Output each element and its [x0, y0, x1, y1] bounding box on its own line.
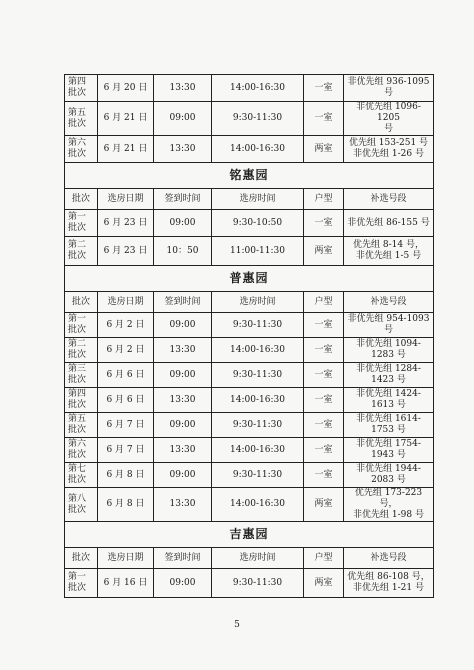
header-number-range: 补选号段 [344, 548, 434, 569]
header-date: 选房日期 [98, 292, 154, 313]
selection-time-cell: 9:30-11:30 [212, 102, 304, 136]
section-title-row [65, 266, 434, 292]
selection-time-cell: 9:30-11:30 [212, 463, 304, 488]
header-date: 选房日期 [98, 548, 154, 569]
batch-cell: 第八 批次 [65, 488, 98, 522]
sign-in-time-cell: 09:00 [154, 313, 212, 338]
number-range-cell: 非优先组 1096-1205 号 [344, 102, 434, 136]
sign-in-time-cell: 09:00 [154, 210, 212, 237]
header-batch: 批次 [65, 189, 98, 210]
sign-in-time-cell: 09:00 [154, 413, 212, 438]
batch-cell: 第二 批次 [65, 338, 98, 363]
room-type-cell: 一室 [304, 363, 344, 388]
date-cell: 6 月 2 日 [98, 338, 154, 363]
header-batch: 批次 [65, 292, 98, 313]
sign-in-time-cell: 13:30 [154, 338, 212, 363]
header-room-type: 户型 [304, 548, 344, 569]
section-title-row [65, 522, 434, 548]
section-title-puhui: 普惠园 [65, 266, 434, 292]
header-sign-in-time: 签到时间 [154, 292, 212, 313]
number-range-cell: 非优先组 1754-1943 号 [344, 438, 434, 463]
housing-selection-table [64, 74, 434, 598]
table-row [65, 463, 434, 488]
room-type-cell: 两室 [304, 237, 344, 266]
number-range-cell: 非优先组 1094-1283 号 [344, 338, 434, 363]
date-cell: 6 月 7 日 [98, 438, 154, 463]
table-row [65, 363, 434, 388]
batch-cell: 第七 批次 [65, 463, 98, 488]
section-title-jihui: 吉惠园 [65, 522, 434, 548]
section-title-minghui: 铭惠园 [65, 163, 434, 189]
number-range-cell: 非优先组 1614-1753 号 [344, 413, 434, 438]
batch-cell: 第六 批次 [65, 136, 98, 163]
sign-in-time-cell: 09:00 [154, 569, 212, 598]
date-cell: 6 月 7 日 [98, 413, 154, 438]
header-sign-in-time: 签到时间 [154, 189, 212, 210]
table-row [65, 136, 434, 163]
selection-time-cell: 11:00-11:30 [212, 237, 304, 266]
date-cell: 6 月 8 日 [98, 463, 154, 488]
room-type-cell: 一室 [304, 413, 344, 438]
sign-in-time-cell: 09:00 [154, 463, 212, 488]
table-row [65, 488, 434, 522]
number-range-cell: 非优先组 86-155 号 [344, 210, 434, 237]
batch-cell: 第二 批次 [65, 237, 98, 266]
date-cell: 6 月 21 日 [98, 136, 154, 163]
header-selection-time: 选房时间 [212, 548, 304, 569]
room-type-cell: 一室 [304, 75, 344, 102]
table-row [65, 102, 434, 136]
table-row [65, 413, 434, 438]
selection-time-cell: 9:30-11:30 [212, 363, 304, 388]
number-range-cell: 非优先组 954-1093 号 [344, 313, 434, 338]
header-row [65, 548, 434, 569]
date-cell: 6 月 6 日 [98, 363, 154, 388]
number-range-cell: 非优先组 1424-1613 号 [344, 388, 434, 413]
room-type-cell: 一室 [304, 438, 344, 463]
table-row [65, 569, 434, 598]
date-cell: 6 月 23 日 [98, 237, 154, 266]
number-range-cell: 非优先组 1944-2083 号 [344, 463, 434, 488]
sign-in-time-cell: 13:30 [154, 438, 212, 463]
batch-cell: 第五 批次 [65, 413, 98, 438]
table-row [65, 75, 434, 102]
page-number: 5 [234, 620, 240, 630]
room-type-cell: 两室 [304, 569, 344, 598]
table-row [65, 388, 434, 413]
date-cell: 6 月 2 日 [98, 313, 154, 338]
selection-time-cell: 14:00-16:30 [212, 338, 304, 363]
table-row [65, 338, 434, 363]
header-number-range: 补选号段 [344, 189, 434, 210]
table-row [65, 237, 434, 266]
number-range-cell: 非优先组 1284-1423 号 [344, 363, 434, 388]
header-row [65, 189, 434, 210]
room-type-cell: 一室 [304, 338, 344, 363]
batch-cell: 第一 批次 [65, 210, 98, 237]
batch-cell: 第五 批次 [65, 102, 98, 136]
sign-in-time-cell: 09:00 [154, 363, 212, 388]
room-type-cell: 一室 [304, 102, 344, 136]
header-number-range: 补选号段 [344, 292, 434, 313]
batch-cell: 第一 批次 [65, 313, 98, 338]
room-type-cell: 一室 [304, 313, 344, 338]
batch-cell: 第六 批次 [65, 438, 98, 463]
header-selection-time: 选房时间 [212, 292, 304, 313]
header-selection-time: 选房时间 [212, 189, 304, 210]
date-cell: 6 月 21 日 [98, 102, 154, 136]
selection-time-cell: 14:00-16:30 [212, 75, 304, 102]
sign-in-time-cell: 13:30 [154, 388, 212, 413]
header-sign-in-time: 签到时间 [154, 548, 212, 569]
selection-time-cell: 14:00-16:30 [212, 488, 304, 522]
header-date: 选房日期 [98, 189, 154, 210]
room-type-cell: 一室 [304, 463, 344, 488]
sign-in-time-cell: 13:30 [154, 75, 212, 102]
room-type-cell: 两室 [304, 488, 344, 522]
number-range-cell: 优先组 8-14 号， 非优先组 1-5 号 [344, 237, 434, 266]
selection-time-cell: 9:30-11:30 [212, 313, 304, 338]
selection-time-cell: 9:30-11:30 [212, 413, 304, 438]
batch-cell: 第四 批次 [65, 75, 98, 102]
table-row [65, 438, 434, 463]
sign-in-time-cell: 13:30 [154, 136, 212, 163]
document-page [64, 74, 433, 598]
selection-time-cell: 14:00-16:30 [212, 438, 304, 463]
header-room-type: 户型 [304, 292, 344, 313]
selection-time-cell: 9:30-11:30 [212, 569, 304, 598]
selection-time-cell: 9:30-10:50 [212, 210, 304, 237]
date-cell: 6 月 20 日 [98, 75, 154, 102]
room-type-cell: 一室 [304, 210, 344, 237]
selection-time-cell: 14:00-16:30 [212, 136, 304, 163]
section-title-row [65, 163, 434, 189]
date-cell: 6 月 8 日 [98, 488, 154, 522]
number-range-cell: 优先组 153-251 号 非优先组 1-26 号 [344, 136, 434, 163]
header-batch: 批次 [65, 548, 98, 569]
date-cell: 6 月 6 日 [98, 388, 154, 413]
sign-in-time-cell: 10：50 [154, 237, 212, 266]
sign-in-time-cell: 09:00 [154, 102, 212, 136]
date-cell: 6 月 16 日 [98, 569, 154, 598]
batch-cell: 第四 批次 [65, 388, 98, 413]
room-type-cell: 两室 [304, 136, 344, 163]
header-row [65, 292, 434, 313]
selection-time-cell: 14:00-16:30 [212, 388, 304, 413]
batch-cell: 第三 批次 [65, 363, 98, 388]
number-range-cell: 优先组 173-223 号， 非优先组 1-98 号 [344, 488, 434, 522]
room-type-cell: 一室 [304, 388, 344, 413]
table-row [65, 313, 434, 338]
number-range-cell: 非优先组 936-1095 号 [344, 75, 434, 102]
batch-cell: 第一 批次 [65, 569, 98, 598]
date-cell: 6 月 23 日 [98, 210, 154, 237]
number-range-cell: 优先组 86-108 号， 非优先组 1-21 号 [344, 569, 434, 598]
header-room-type: 户型 [304, 189, 344, 210]
table-row [65, 210, 434, 237]
sign-in-time-cell: 13:30 [154, 488, 212, 522]
